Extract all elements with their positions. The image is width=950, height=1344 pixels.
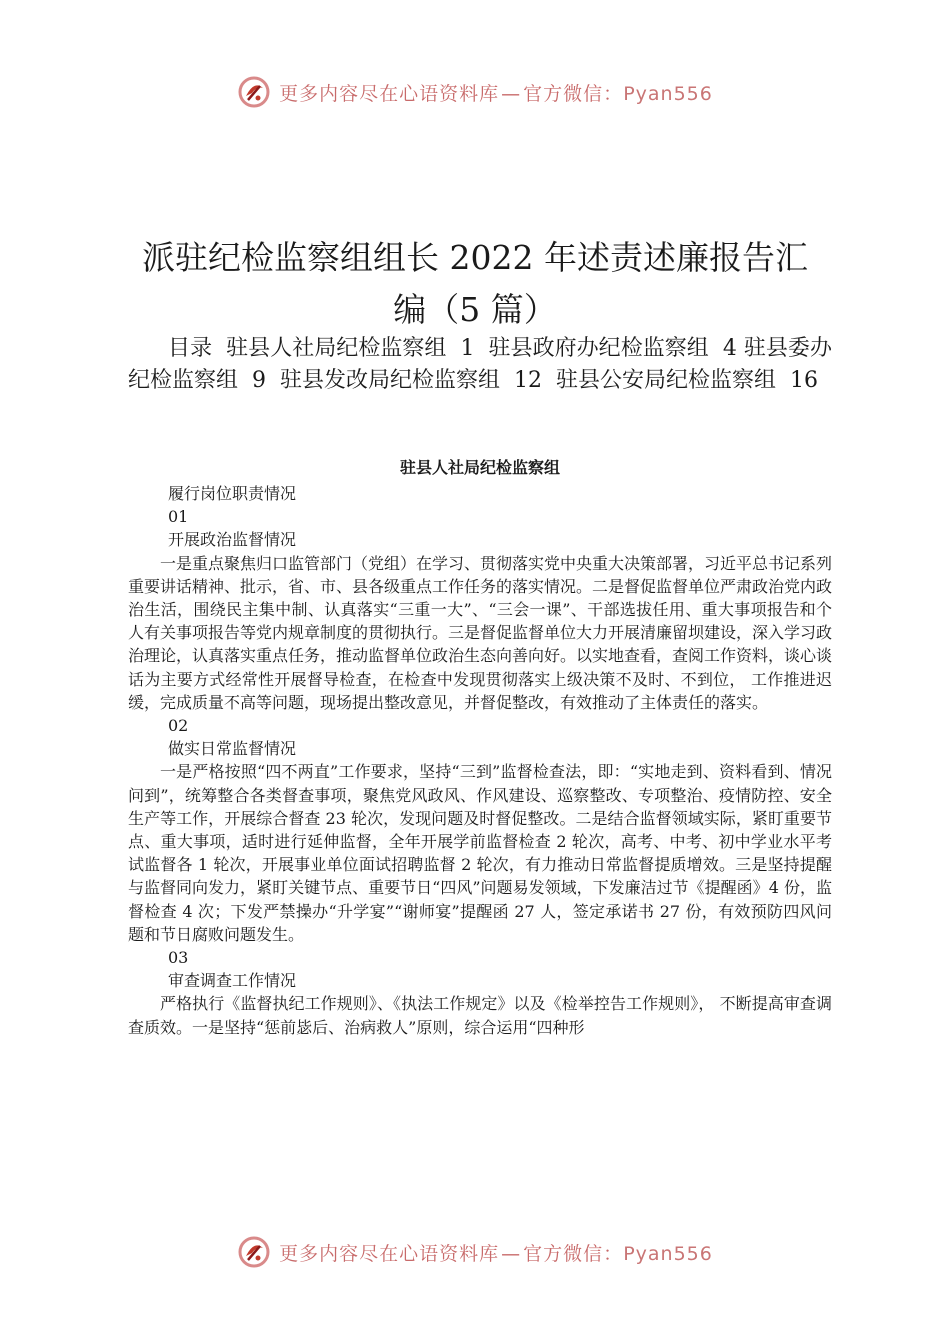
title-line-2: 编（5 篇） (393, 290, 557, 329)
section-heading: 驻县人社局纪检监察组 (399, 458, 560, 477)
toc-entry: 驻县委办纪检监察组 9 (128, 336, 832, 393)
section-number: 02 (168, 716, 189, 736)
watermark-text: 更多内容尽在心语资料库 — 官方微信：Pyan556 (279, 1242, 713, 1265)
paragraph: 严格执行《监督执纪工作规则》、《执法工作规定》以及《检举控告工作规则》， 不断提高审查调查质效。一是坚持“惩前毖后、治病救人”原则，综合运用“四种形 (128, 994, 832, 1037)
toc-entry: 驻县公安局纪检监察组 16 (556, 368, 819, 393)
table-of-contents (128, 333, 832, 397)
subheading: 审查调查工作情况 (168, 971, 297, 991)
subheading: 开展政治监督情况 (168, 530, 297, 550)
subheading: 履行岗位职责情况 (168, 484, 297, 503)
document-title (100, 232, 850, 336)
watermark-bottom (0, 1232, 950, 1272)
title-line-1: 派驻纪检监察组组长 2022 年述责述廉报告汇 (142, 238, 808, 277)
logo-icon (237, 1235, 271, 1269)
subheading: 做实日常监督情况 (168, 739, 297, 759)
section-number: 01 (168, 507, 189, 527)
watermark-top (0, 72, 950, 112)
toc-entry: 驻县政府办纪检监察组 4 (488, 336, 737, 361)
logo-icon (237, 75, 271, 109)
toc-entry: 驻县发改局纪检监察组 12 (280, 368, 543, 393)
paragraph: 一是重点聚焦归口监管部门（党组）在学习、贯彻落实党中央重大决策部署，习近平总书记系列重要讲话精神、批示，省、市、县各级重点工作任务的落实情况。二是督促监督单位严肃政治党内政治生活，围绕民主集中制、认真落实“三重一大”、“三会一课”、干部选拔任用、重大事项报告和个人有关事项报告等党内规章制度的贯彻执行。三是督促监督单位大力开展清廉留坝建设，深入学习政治理论，认真落实重点任务，推动监督单位政治生态向善向好。以实地查看，查阅工作资料，谈心谈话为主要方式经常性开展督导检查，在检查中发现贯彻落实上级决策不及时、不到位， 工作推进迟缓，完成质量不高等问题，现场提出整改意见，并督促整改，有效推动了主体责任的落实。 (128, 553, 833, 712)
toc-label: 目录 (168, 336, 213, 361)
section-number: 03 (168, 948, 189, 968)
paragraph: 一是严格按照“四不两直”工作要求，坚持“三到”监督检查法，即：“实地走到、资料看到、情况问到”，统筹整合各类督查事项，聚焦党风政风、作风建设、巡察整改、专项整治、疫情防控、安全生产等工作，开展综合督查 23 轮次，发现问题及时督促整改。二是结合监督领域实际，紧盯重要节点、重大事项，适时进行延伸监督，全年开展学前监督检查 2 轮次，高考、中考、初中学业水平考试监督各 1 轮次，开展事业单位面试招聘监督 2 轮次，有力推动日常监督提质增效。三是坚持提醒与监督同向发力，紧盯关键节点、重要节日“四风”问题易发领域，下发廉洁过节《提醒函》4 份，监督检查 4 次；下发严禁操办“升学宴”“谢师宴”提醒函 27 人，签定承诺书 27 份，有效预防四风问题和节日腐败问题发生。 (128, 762, 832, 944)
document-body (128, 482, 832, 1039)
toc-entry: 驻县人社局纪检监察组 1 (226, 336, 475, 361)
watermark-text: 更多内容尽在心语资料库 — 官方微信：Pyan556 (279, 82, 713, 105)
